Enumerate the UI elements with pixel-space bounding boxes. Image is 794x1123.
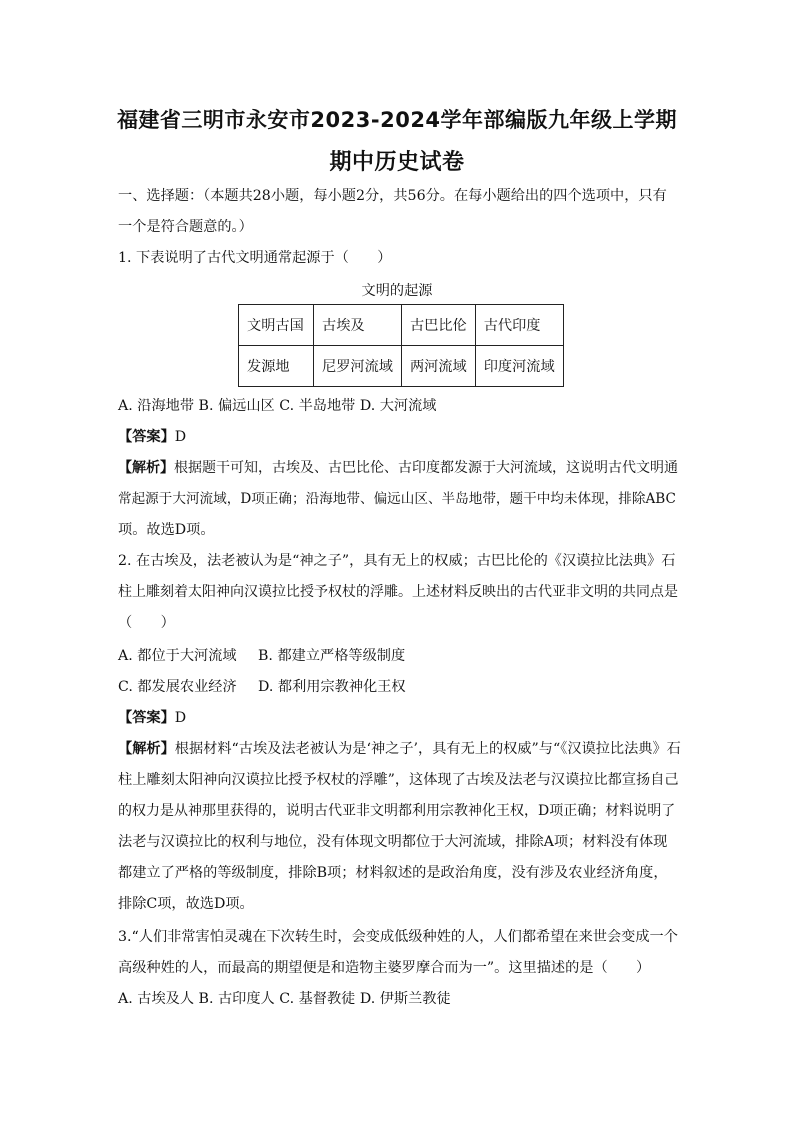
q1-civilization-table [238,304,564,387]
q2-stem-line3: （ ） [118,615,175,631]
q2-options-row1 [118,646,405,666]
table-cell: 古代印度 [475,305,563,346]
q2-stem-line2: 柱上雕刻着太阳神向汉谟拉比授予权杖的浮雕。上述材料反映出的古代亚非文明的共同点是 [118,584,678,600]
q1-analysis-line3: 项。故选D项。 [118,522,215,538]
table-cell: 发源地 [239,346,314,387]
q3-stem-line1: 3.“人们非常害怕灵魂在下次转生时，会变成低级种姓的人，人们都希望在来世会变成一个 [118,929,678,945]
analysis-label: 【解析】 [118,460,174,476]
q2-analysis-line4: 法老与汉谟拉比的权利与地位，没有体现文明都位于大河流域，排除A项；材料没有体现 [118,834,668,850]
table-cell: 印度河流域 [475,346,563,387]
q2-analysis-line5: 都建立了严格的等级制度，排除B项；材料叙述的是政治角度，没有涉及农业经济角度， [118,865,668,881]
q2-option-b: B. 都建立严格等级制度 [258,648,406,664]
section-instructions-line2: 一个是符合题意的。） [118,219,253,235]
q1-stem: 1. 下表说明了古代文明通常起源于（ ） [118,250,392,266]
q1-table-caption: 文明的起源 [361,283,433,299]
analysis-text: 根据题干可知，古埃及、古巴比伦、古印度都发源于大河流域，这说明古代文明通 [174,460,678,476]
table-cell: 文明古国 [239,305,314,346]
q2-analysis-line3: 的权力是从神那里获得的，说明古代亚非文明都利用宗教神化王权，D项正确；材料说明了 [118,803,676,819]
table-row [239,305,564,346]
q2-analysis-line6: 排除C项，故选D项。 [118,896,254,912]
table-cell: 两河流域 [401,346,475,387]
q2-analysis-line2: 柱上雕刻太阳神向汉谟拉比授予权杖的浮雕”，这体现了古埃及法老与汉谟拉比都宣扬自己 [118,772,679,788]
analysis-label: 【解析】 [118,741,175,757]
q2-option-d: D. 都利用宗教神化王权 [258,679,406,695]
q2-option-a: A. 都位于大河流域 [118,648,237,664]
answer-label: 【答案】 [118,710,175,726]
q3-stem-line2: 高级种姓的人，而最高的期望便是和造物主婆罗摩合而为一”。这里描述的是（ ） [118,960,651,976]
q3-options: A. 古埃及人 B. 古印度人 C. 基督教徒 D. 伊斯兰教徒 [118,991,451,1007]
answer-value: D [174,710,187,726]
table-row [239,346,564,387]
q2-options-row2 [118,677,406,697]
exam-title-line2: 期中历史试卷 [329,150,465,175]
q2-stem-line1: 2. 在古埃及，法老被认为是“神之子”，具有无上的权威；古巴比伦的《汉谟拉比法典》石 [118,553,676,569]
q2-answer [118,708,186,728]
q2-option-c: C. 都发展农业经济 [118,679,237,695]
exam-title-line1: 福建省三明市永安市2023-2024学年部编版九年级上学期 [116,108,678,132]
answer-label: 【答案】 [118,429,175,445]
q1-analysis-line1 [118,458,678,478]
q1-analysis-line2: 常起源于大河流域，D项正确；沿海地带、偏远山区、半岛地带，题干中均未体现，排除ABC [118,491,676,507]
section-instructions-line1: 一、选择题：（本题共28小题，每小题2分，共56分。在每小题给出的四个选项中，只有 [118,188,667,204]
answer-value: D [174,429,187,445]
q1-answer [118,427,186,447]
table-cell: 古埃及 [314,305,402,346]
analysis-text: 根据材料“古埃及法老被认为是‘神之子’，具有无上的权威”与“《汉谟拉比法典》石 [174,741,681,757]
q2-analysis-line1 [118,739,681,759]
table-cell: 古巴比伦 [401,305,475,346]
table-cell: 尼罗河流域 [314,346,402,387]
q1-options: A. 沿海地带 B. 偏远山区 C. 半岛地带 D. 大河流域 [118,398,437,414]
